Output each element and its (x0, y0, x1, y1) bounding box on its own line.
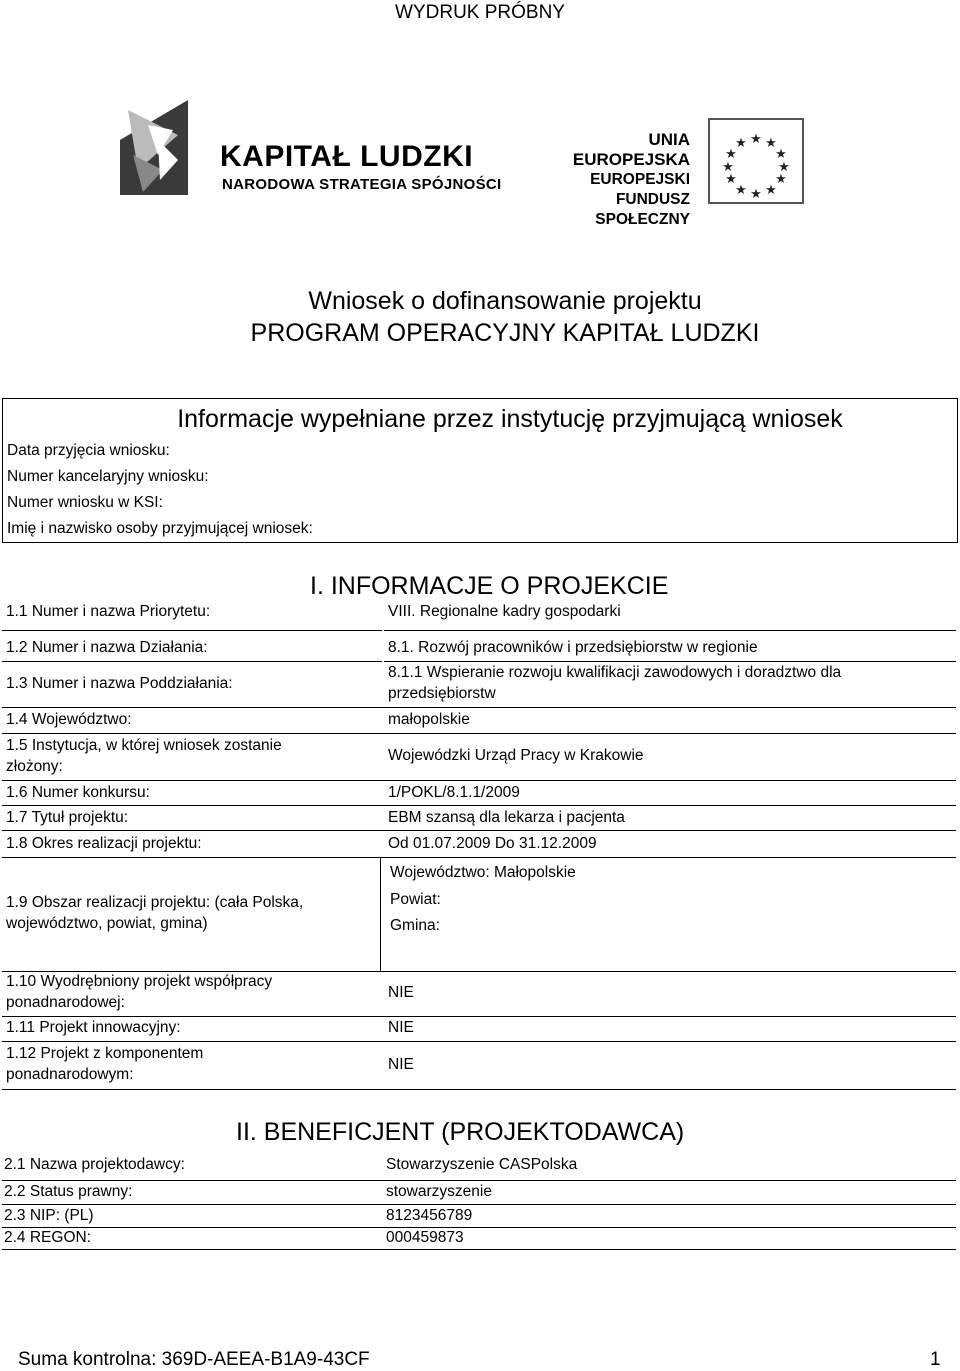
svg-text:★: ★ (765, 183, 777, 198)
eu-line3: FUNDUSZ SPOŁECZNY (595, 191, 690, 228)
value-beneficiary-name: Stowarzyszenie CASPolska (386, 1156, 578, 1173)
institution-heading: Informacje wypełniane przez instytucję przyjmującą wniosek (177, 405, 843, 433)
value-action: 8.1. Rozwój pracowników i przedsiębiorstw w regionie (388, 639, 758, 656)
kapital-ludzki-title: KAPITAŁ LUDZKI (220, 140, 474, 173)
value-subaction-line1: 8.1.1 Wspieranie rozwoju kwalifikacji zawodowych i doradztwo dla (388, 664, 842, 681)
label-area-line2: województwo, powiat, gmina) (6, 915, 208, 932)
value-transnational-component: NIE (388, 1056, 414, 1073)
kapital-ludzki-subtitle: NARODOWA STRATEGIA SPÓJNOŚCI (222, 176, 502, 193)
section1-heading: I. INFORMACJE O PROJEKCIE (310, 572, 669, 600)
divider (384, 661, 956, 662)
divider (2, 1249, 956, 1250)
svg-text:★: ★ (775, 147, 787, 162)
divider (384, 630, 956, 631)
label-project-title: 1.7 Tytuł projektu: (6, 809, 129, 826)
divider (2, 707, 956, 708)
label-institution-line2: złożony: (6, 758, 63, 775)
divider (2, 1016, 956, 1017)
value-nip: 8123456789 (386, 1207, 473, 1224)
svg-text:★: ★ (775, 172, 787, 187)
eu-flag-icon (708, 118, 804, 204)
institution-row-date: Data przyjęcia wniosku: (7, 442, 170, 459)
label-subaction: 1.3 Numer i nazwa Poddziałania: (6, 675, 233, 692)
label-innovative: 1.11 Projekt innowacyjny: (6, 1019, 181, 1036)
checksum: Suma kontrolna: 369D-AEEA-B1A9-43CF (18, 1349, 370, 1370)
divider (2, 780, 956, 781)
divider (2, 830, 956, 831)
divider (2, 661, 382, 662)
label-transnational-component-line2: ponadnarodowym: (6, 1066, 134, 1083)
institution-row-ksi-number: Numer wniosku w KSI: (7, 494, 163, 511)
eu-logo-text (528, 130, 690, 230)
value-transnational: NIE (388, 984, 414, 1001)
divider (2, 805, 956, 806)
svg-text:★: ★ (750, 132, 762, 147)
label-action: 1.2 Numer i nazwa Działania: (6, 639, 208, 656)
label-period: 1.8 Okres realizacji projektu: (6, 835, 202, 852)
value-area-voivodeship: Województwo: Małopolskie (390, 864, 576, 881)
divider (380, 857, 381, 971)
label-voivodeship: 1.4 Województwo: (6, 711, 132, 728)
svg-text:★: ★ (725, 147, 737, 162)
value-subaction-line2: przedsiębiorstw (388, 685, 496, 702)
institution-box (2, 398, 958, 543)
label-priority: 1.1 Numer i nazwa Priorytetu: (6, 603, 211, 620)
draft-label: WYDRUK PRÓBNY (395, 2, 565, 23)
label-transnational-line2: ponadnarodowej: (6, 994, 125, 1011)
institution-row-receiver-name: Imię i nazwisko osoby przyjmującej wniosek: (7, 520, 313, 537)
eu-line2: EUROPEJSKI (590, 171, 690, 188)
value-competition-number: 1/POKL/8.1.1/2009 (388, 784, 520, 801)
page-number: 1 (930, 1349, 941, 1370)
divider (2, 971, 956, 972)
divider (2, 630, 382, 631)
label-transnational-line1: 1.10 Wyodrębniony projekt współpracy (6, 973, 273, 990)
divider (2, 1180, 956, 1181)
svg-text:★: ★ (735, 136, 747, 151)
value-period: Od 01.07.2009 Do 31.12.2009 (388, 835, 597, 852)
divider (2, 1041, 956, 1042)
svg-text:★: ★ (735, 183, 747, 198)
label-institution-line1: 1.5 Instytucja, w której wniosek zostanie (6, 737, 282, 754)
svg-text:★: ★ (765, 136, 777, 151)
divider (2, 1227, 956, 1228)
value-area-county: Powiat: (390, 891, 441, 908)
value-institution: Wojewódzki Urząd Pracy w Krakowie (388, 747, 644, 764)
document-title-line2: PROGRAM OPERACYJNY KAPITAŁ LUDZKI (250, 319, 760, 347)
value-priority: VIII. Regionalne kadry gospodarki (388, 603, 621, 620)
document-title (0, 285, 960, 349)
value-regon: 000459873 (386, 1229, 464, 1246)
value-voivodeship: małopolskie (388, 711, 470, 728)
svg-text:★: ★ (778, 160, 790, 175)
label-beneficiary-name: 2.1 Nazwa projektodawcy: (4, 1156, 185, 1173)
value-area-commune: Gmina: (390, 917, 440, 934)
divider (2, 857, 956, 858)
value-innovative: NIE (388, 1019, 414, 1036)
svg-text:★: ★ (725, 172, 737, 187)
label-transnational-component-line1: 1.12 Projekt z komponentem (6, 1045, 204, 1062)
eu-line1: UNIA EUROPEJSKA (572, 130, 690, 169)
value-project-title: EBM szansą dla lekarza i pacjenta (388, 809, 625, 826)
kapital-ludzki-emblem-icon (118, 100, 218, 200)
section2-heading: II. BENEFICJENT (PROJEKTODAWCA) (236, 1118, 685, 1146)
label-regon: 2.4 REGON: (4, 1229, 91, 1246)
label-area-line1: 1.9 Obszar realizacji projektu: (cała Polska, (6, 894, 304, 911)
institution-row-office-number: Numer kancelaryjny wniosku: (7, 468, 209, 485)
divider (2, 1204, 956, 1205)
divider (2, 1089, 956, 1090)
document-title-line1: Wniosek o dofinansowanie projektu (308, 287, 702, 315)
label-legal-status: 2.2 Status prawny: (4, 1183, 133, 1200)
label-nip: 2.3 NIP: (PL) (4, 1207, 94, 1224)
divider (2, 733, 956, 734)
value-legal-status: stowarzyszenie (386, 1183, 492, 1200)
label-competition-number: 1.6 Numer konkursu: (6, 784, 150, 801)
svg-text:★: ★ (722, 160, 734, 175)
svg-text:★: ★ (750, 187, 762, 202)
